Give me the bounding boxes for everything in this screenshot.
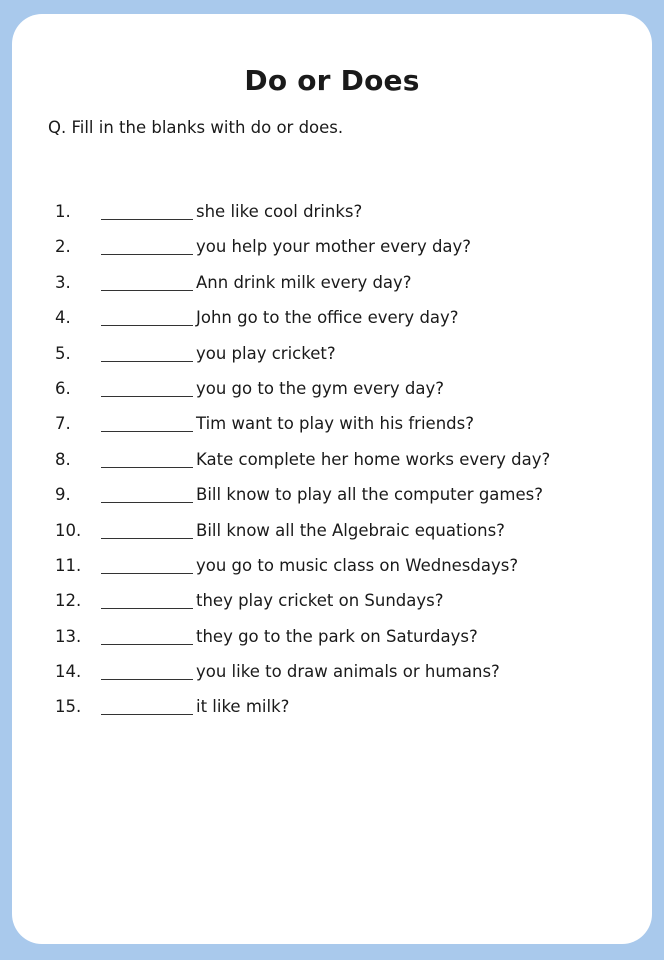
item-sentence: Ann drink milk every day? <box>196 272 412 292</box>
item-sentence: John go to the office every day? <box>196 308 459 328</box>
exercise-item <box>12 550 652 585</box>
answer-blank[interactable] <box>101 325 193 326</box>
exercise-item <box>12 585 652 620</box>
item-number: 14. <box>55 662 82 682</box>
item-number: 8. <box>55 449 71 469</box>
item-sentence: you like to draw animals or humans? <box>196 662 500 682</box>
item-number: 2. <box>55 237 71 257</box>
item-number: 13. <box>55 626 82 646</box>
item-sentence: she like cool drinks? <box>196 202 363 221</box>
item-sentence: Bill know to play all the computer games? <box>196 485 543 505</box>
answer-blank[interactable] <box>101 644 193 645</box>
exercise-item <box>12 621 652 656</box>
answer-blank[interactable] <box>101 714 193 715</box>
exercise-list <box>12 196 652 727</box>
worksheet-card <box>12 14 652 944</box>
exercise-item <box>12 231 652 266</box>
answer-blank[interactable] <box>101 502 193 503</box>
item-sentence: they play cricket on Sundays? <box>196 591 444 611</box>
item-number: 10. <box>55 520 82 540</box>
answer-blank[interactable] <box>101 290 193 291</box>
answer-blank[interactable] <box>101 608 193 609</box>
item-sentence: Bill know all the Algebraic equations? <box>196 520 505 540</box>
answer-blank[interactable] <box>101 573 193 574</box>
item-sentence: you help your mother every day? <box>196 237 472 257</box>
item-sentence: you go to the gym every day? <box>196 378 445 398</box>
worksheet-title: Do or Does <box>244 64 420 97</box>
exercise-item <box>12 196 652 231</box>
exercise-item <box>12 302 652 337</box>
exercise-item <box>12 656 652 691</box>
item-number: 11. <box>55 555 82 575</box>
item-number: 9. <box>55 485 71 505</box>
exercise-item <box>12 408 652 443</box>
item-sentence: you go to music class on Wednesdays? <box>196 555 519 575</box>
exercise-item <box>12 267 652 302</box>
exercise-item <box>12 338 652 373</box>
item-number: 12. <box>55 591 82 611</box>
answer-blank[interactable] <box>101 679 193 680</box>
item-sentence: Kate complete her home works every day? <box>196 449 551 469</box>
answer-blank[interactable] <box>101 361 193 362</box>
exercise-item <box>12 691 652 726</box>
item-number: 7. <box>55 414 71 434</box>
question-instruction: Q. Fill in the blanks with do or does. <box>48 118 344 137</box>
item-sentence: they go to the park on Saturdays? <box>196 626 478 646</box>
exercise-item <box>12 515 652 550</box>
item-number: 15. <box>55 697 82 717</box>
item-number: 1. <box>55 202 71 221</box>
exercise-item <box>12 444 652 479</box>
item-sentence: you play cricket? <box>196 343 336 363</box>
answer-blank[interactable] <box>101 254 193 255</box>
exercise-item <box>12 479 652 514</box>
item-number: 6. <box>55 378 71 398</box>
answer-blank[interactable] <box>101 467 193 468</box>
item-number: 5. <box>55 343 71 363</box>
exercise-item <box>12 373 652 408</box>
answer-blank[interactable] <box>101 431 193 432</box>
answer-blank[interactable] <box>101 219 193 220</box>
answer-blank[interactable] <box>101 396 193 397</box>
answer-blank[interactable] <box>101 538 193 539</box>
item-sentence: Tim want to play with his friends? <box>196 414 474 434</box>
item-number: 4. <box>55 308 71 328</box>
item-sentence: it like milk? <box>196 697 290 717</box>
item-number: 3. <box>55 272 71 292</box>
